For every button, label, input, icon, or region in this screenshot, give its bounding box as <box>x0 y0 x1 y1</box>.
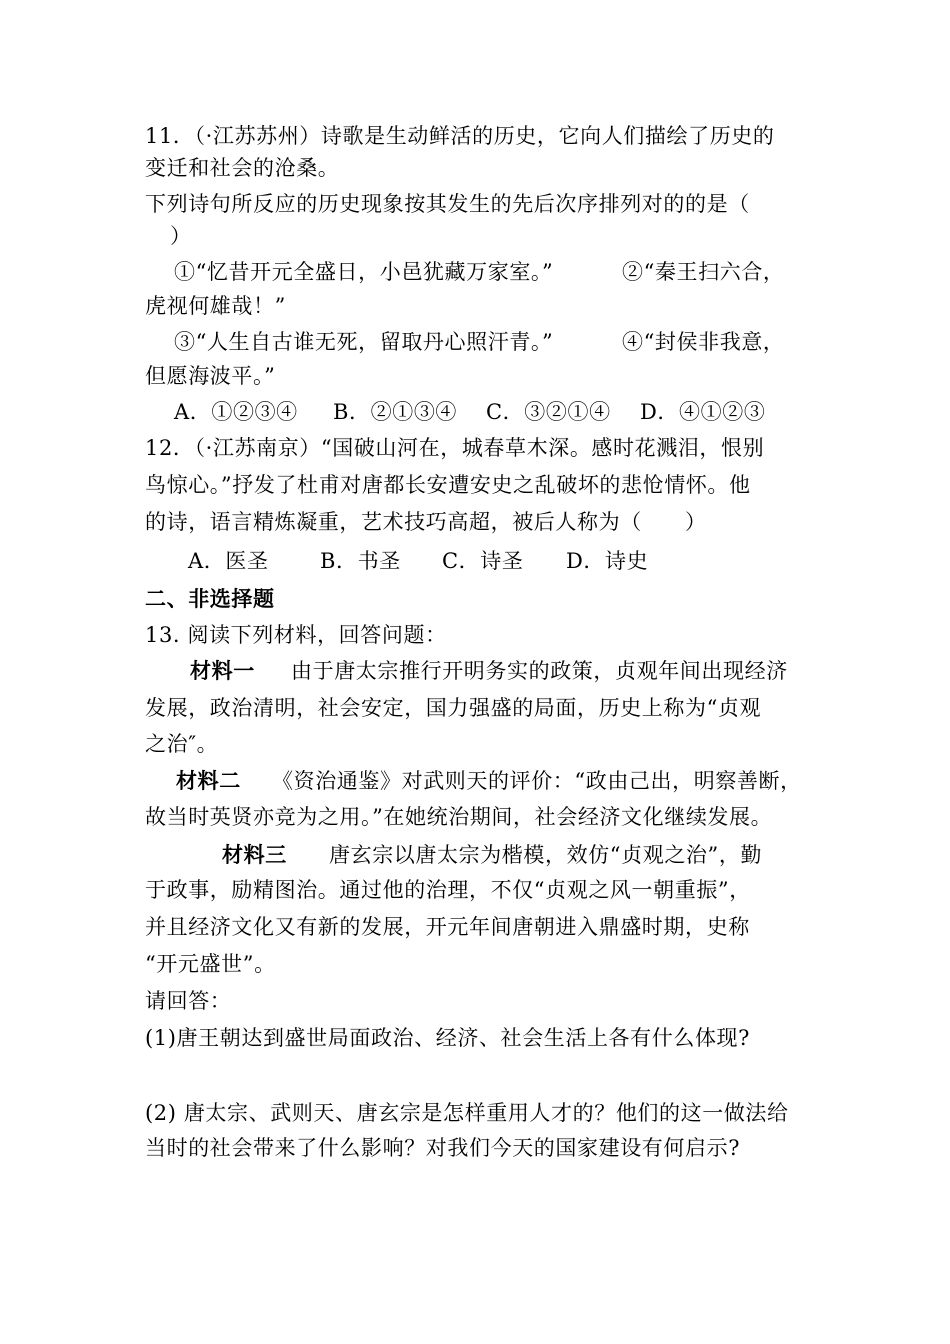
q12-choice-b: B．书圣 <box>320 549 401 573</box>
material-2-label: 材料二 <box>176 768 241 793</box>
q12-choice-c: C．诗圣 <box>442 549 524 573</box>
material-3-line-4: “开元盛世”。 <box>145 952 276 976</box>
sub-question-1: (1)唐王朝达到盛世局面政治、经济、社会生活上各有什么体现? <box>145 1026 751 1050</box>
answer-prompt: 请回答： <box>145 989 232 1013</box>
section-heading: 二、非选择题 <box>145 586 275 611</box>
q11-option-4-cont: 但愿海波平。” <box>145 364 276 388</box>
q11-line-3: 下列诗句所反应的历史现象按其发生的先后次序排列对的的是（ <box>145 192 750 216</box>
q12-choice-d: D．诗史 <box>566 549 649 573</box>
q12-line-1: 12．（·江苏南京）“国破山河在，城春草木深。感时花溅泪，恨别 <box>145 436 765 460</box>
material-1-label: 材料一 <box>190 658 255 683</box>
material-2-line-1: 《资治通鉴》对武则天的评价：“政由己出，明察善断， <box>272 769 802 793</box>
q11-line-1: 11．（·江苏苏州）诗歌是生动鲜活的历史，它向人们描绘了历史的 <box>145 124 775 148</box>
material-1-line-2: 发展，政治清明，社会安定，国力强盛的局面，历史上称为“贞观 <box>145 696 762 720</box>
q11-choice-a: A．①②③④ <box>174 400 298 424</box>
material-3-label: 材料三 <box>222 842 287 867</box>
q11-option-3: ③“人生自古谁无死，留取丹心照汗青。” <box>174 330 554 354</box>
q11-option-2: ②“秦王扫六合， <box>622 260 785 284</box>
q11-line-2: 变迁和社会的沧桑。 <box>145 156 340 180</box>
q11-choice-c: C．③②①④ <box>486 400 611 424</box>
q12-choice-a: A．医圣 <box>188 549 269 573</box>
material-3-line-3: 并且经济文化又有新的发展，开元年间唐朝进入鼎盛时期，史称 <box>145 915 750 939</box>
q11-line-4: ） <box>170 224 192 248</box>
q13-intro: 13. 阅读下列材料，回答问题： <box>145 623 447 647</box>
q11-choice-d: D．④①②③ <box>640 400 766 424</box>
q12-line-3: 的诗，语言精炼凝重，艺术技巧高超，被后人称为（ ） <box>145 510 707 534</box>
sub-question-2-line-1: (2) 唐太宗、武则天、唐玄宗是怎样重用人才的？他们的这一做法给 <box>145 1101 789 1125</box>
q11-option-1: ①“忆昔开元全盛日，小邑犹藏万家室。” <box>174 260 554 284</box>
q11-option-4: ④“封侯非我意， <box>622 330 785 354</box>
material-1-line-1: 由于唐太宗推行开明务实的政策，贞观年间出现经济 <box>291 659 788 683</box>
q12-line-2: 鸟惊心。”抒发了杜甫对唐都长安遭安史之乱破坏的悲怆情怀。他 <box>145 473 751 497</box>
sub-question-2-line-2: 当时的社会带来了什么影响？对我们今天的国家建设有何启示? <box>145 1136 741 1160</box>
q11-option-2-cont: 虎视何雄哉！” <box>145 294 286 318</box>
q11-choice-b: B．②①③④ <box>333 400 458 424</box>
material-3-line-1: 唐玄宗以唐太宗为楷模，效仿“贞观之治”，勤 <box>329 843 763 867</box>
material-3-line-2: 于政事，励精图治。通过他的治理，不仅“贞观之风一朝重振”， <box>145 878 751 902</box>
material-2-line-2: 故当时英贤亦竞为之用。”在她统治期间，社会经济文化继续发展。 <box>145 805 773 829</box>
material-1-line-3: 之治″。 <box>145 732 219 756</box>
